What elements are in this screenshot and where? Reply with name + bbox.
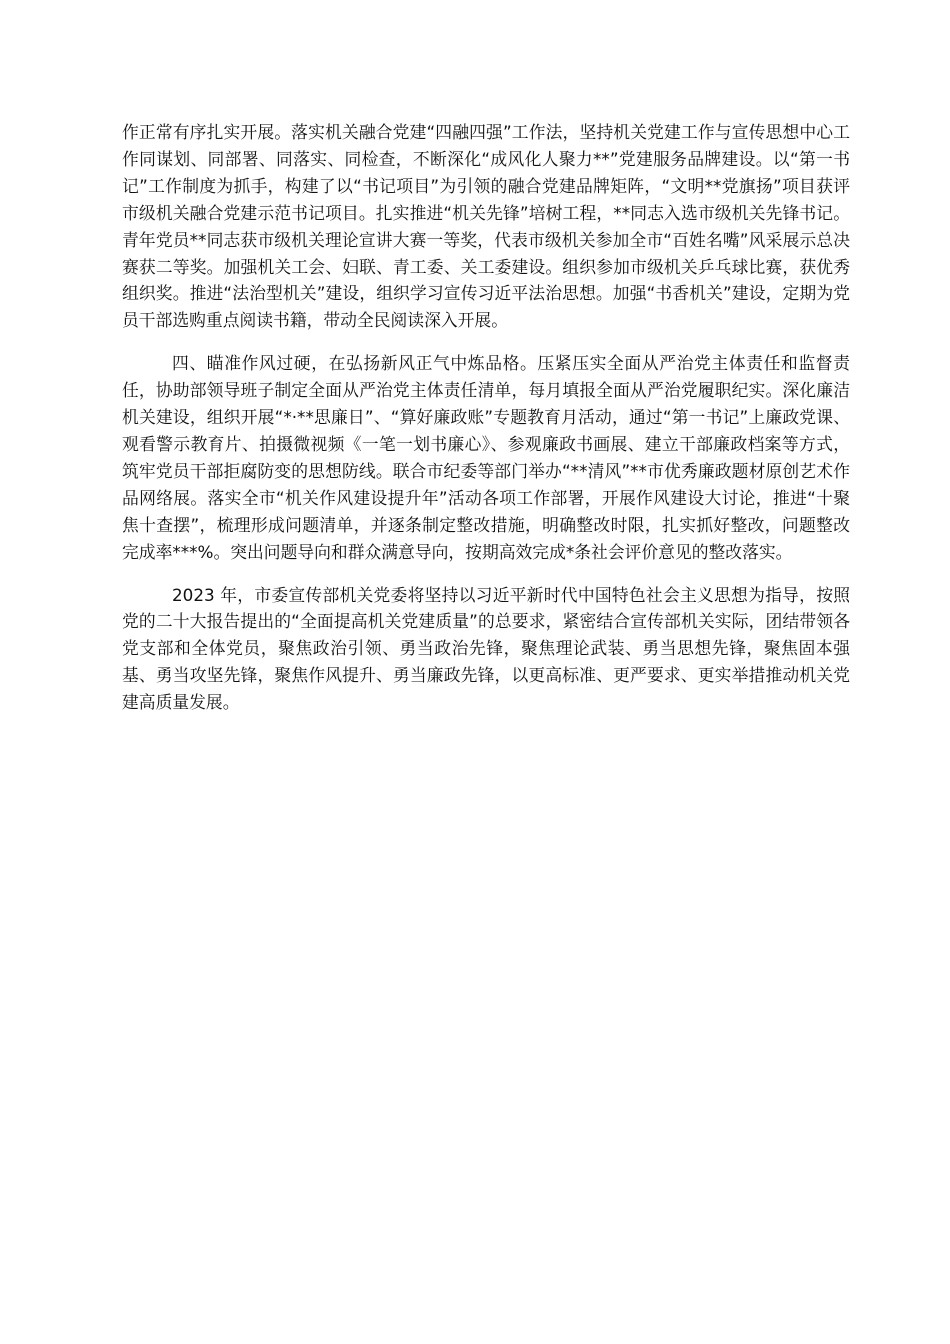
paragraph-section-four-work-style: 四、瞄准作风过硬，在弘扬新风正气中炼品格。压紧压实全面从严治党主体责任和监督责任，协助部领导班子制定全面从严治党主体责任清单，每月填报全面从严治党履职纪实。深化廉洁机关建设，组织开展“*·**思廉日”、“算好廉政账”专题教育月活动，通过“第一书记”上廉政党课、观看警示教育片、拍摄微视频《一笔一划书廉心》、参观廉政书画展、建立干部廉政档案等方式，筑牢党员干部拒腐防变的思想防线。联合市纪委等部门举办“**清风”**市优秀廉政题材原创艺术作品网络展。落实全市“机关作风建设提升年”活动各项工作部署，开展作风建设大讨论，推进“十聚焦十查摆”，梳理形成问题清单，并逐条制定整改措施，明确整改时限，扎实抓好整改，问题整改完成率***%。突出问题导向和群众满意导向，按期高效完成*条社会评价意见的整改落实。 — [122, 353, 850, 562]
paragraph-2023-plan: 2023 年，市委宣传部机关党委将坚持以习近平新时代中国特色社会主义思想为指导，按照党的二十大报告提出的“全面提高机关党建质量”的总要求，紧密结合宣传部机关实际，团结带领各党支部和全体党员，聚焦政治引领、勇当政治先锋，聚焦理论武装、勇当思想先锋，聚焦固本强基、勇当攻坚先锋，聚焦作风提升、勇当廉政先锋，以更高标准、更严要求、更实举措推动机关党建高质量发展。 — [122, 584, 850, 713]
document-page — [122, 119, 850, 732]
paragraph-party-building-continued: 作正常有序扎实开展。落实机关融合党建“四融四强”工作法，坚持机关党建工作与宣传思想中心工作同谋划、同部署、同落实、同检查，不断深化“成风化人聚力**”党建服务品牌建设。以“第一书记”工作制度为抓手，构建了以“书记项目”为引领的融合党建品牌矩阵，“文明**党旗扬”项目获评市级机关融合党建示范书记项目。扎实推进“机关先锋”培树工程，**同志入选市级机关先锋书记。青年党员**同志获市级机关理论宣讲大赛一等奖，代表市级机关参加全市“百姓名嘴”风采展示总决赛获二等奖。加强机关工会、妇联、青工委、关工委建设。组织参加市级机关乒乓球比赛，获优秀组织奖。推进“法治型机关”建设，组织学习宣传习近平法治思想。加强“书香机关”建设，定期为党员干部选购重点阅读书籍，带动全民阅读深入开展。 — [122, 122, 850, 331]
